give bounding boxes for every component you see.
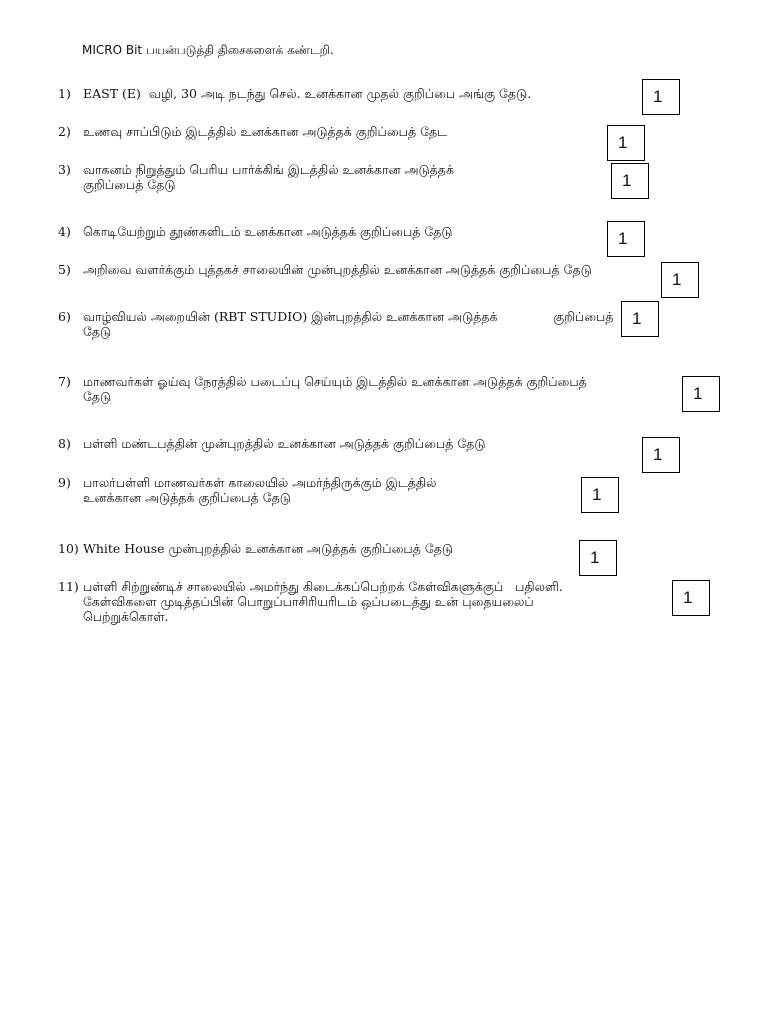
score-box: 1 [579, 540, 617, 576]
item-number: 11) [58, 579, 79, 594]
score-box: 1 [607, 221, 645, 257]
worksheet-title: MICRO Bit பயன்படுத்தி திசைகளைக் கண்டறி. [82, 43, 334, 57]
item-number: 7) [58, 374, 71, 389]
item-number: 8) [58, 436, 71, 451]
item-text: உணவு சாப்பிடும் இடத்தில் உனக்கான அடுத்தக் குறிப்பைத் தேட [83, 124, 448, 139]
item-number: 5) [58, 262, 71, 277]
score-box: 1 [672, 580, 710, 616]
item-text: White House முன்புறத்தில் உனக்கான அடுத்தக் குறிப்பைத் தேடு [83, 541, 453, 556]
item-text: மாணவர்கள் ஓய்வு நேரத்தில் படைப்பு செய்யும் இடத்தில் உனக்கான அடுத்தக் குறிப்பைத் தேடு [83, 374, 587, 404]
score-box: 1 [607, 125, 645, 161]
score-box: 1 [581, 477, 619, 513]
score-box: 1 [642, 79, 680, 115]
item-text: பள்ளி மண்டபத்தின் முன்புறத்தில் உனக்கான அடுத்தக் குறிப்பைத் தேடு [83, 436, 486, 451]
score-box: 1 [682, 376, 720, 412]
item-number: 6) [58, 309, 71, 324]
item-text: பாலர்பள்ளி மாணவர்கள் காலையில் அமர்ந்திருக்கும் இடத்தில் உனக்கான அடுத்தக் குறிப்பைத் தேடு [83, 475, 437, 505]
item-number: 10) [58, 541, 79, 556]
score-box: 1 [661, 262, 699, 298]
item-text: கொடியேற்றும் தூண்களிடம் உனக்கான அடுத்தக் குறிப்பைத் தேடு [83, 224, 453, 239]
score-box: 1 [621, 301, 659, 337]
item-number: 3) [58, 162, 71, 177]
item-text: வாழ்வியல் அறையின் (RBT STUDIO) இன்புறத்தில் உனக்கான அடுத்தக் குறிப்பைத் தேடு [83, 309, 614, 339]
item-number: 2) [58, 124, 71, 139]
score-box: 1 [611, 163, 649, 199]
item-number: 1) [58, 86, 71, 101]
item-number: 4) [58, 224, 71, 239]
score-box: 1 [642, 437, 680, 473]
item-number: 9) [58, 475, 71, 490]
item-text: பள்ளி சிற்றுண்டிச் சாலையில் அமர்ந்து கிடைக்கப்பெற்றக் கேள்விகளுக்குப் பதிலளி. கேள்விகளை முடித்தப்பின் பொறுப்பாசிரியரிடம் ஒப்படைத்து உன் புதையலைப் பெற்றுக்கொள். [83, 579, 563, 624]
item-text: EAST (E) வழி, 30 அடி நடந்து செல். உனக்கான முதல் குறிப்பை அங்கு தேடு. [83, 86, 532, 101]
item-text: அறிவை வளர்க்கும் புத்தகச் சாலையின் முன்புறத்தில் உனக்கான அடுத்தக் குறிப்பைத் தேடு [83, 262, 592, 277]
item-text: வாகனம் நிறுத்தும் பெரிய பார்க்கிங் இடத்தில் உனக்கான அடுத்தக் குறிப்பைத் தேடு [83, 162, 454, 192]
